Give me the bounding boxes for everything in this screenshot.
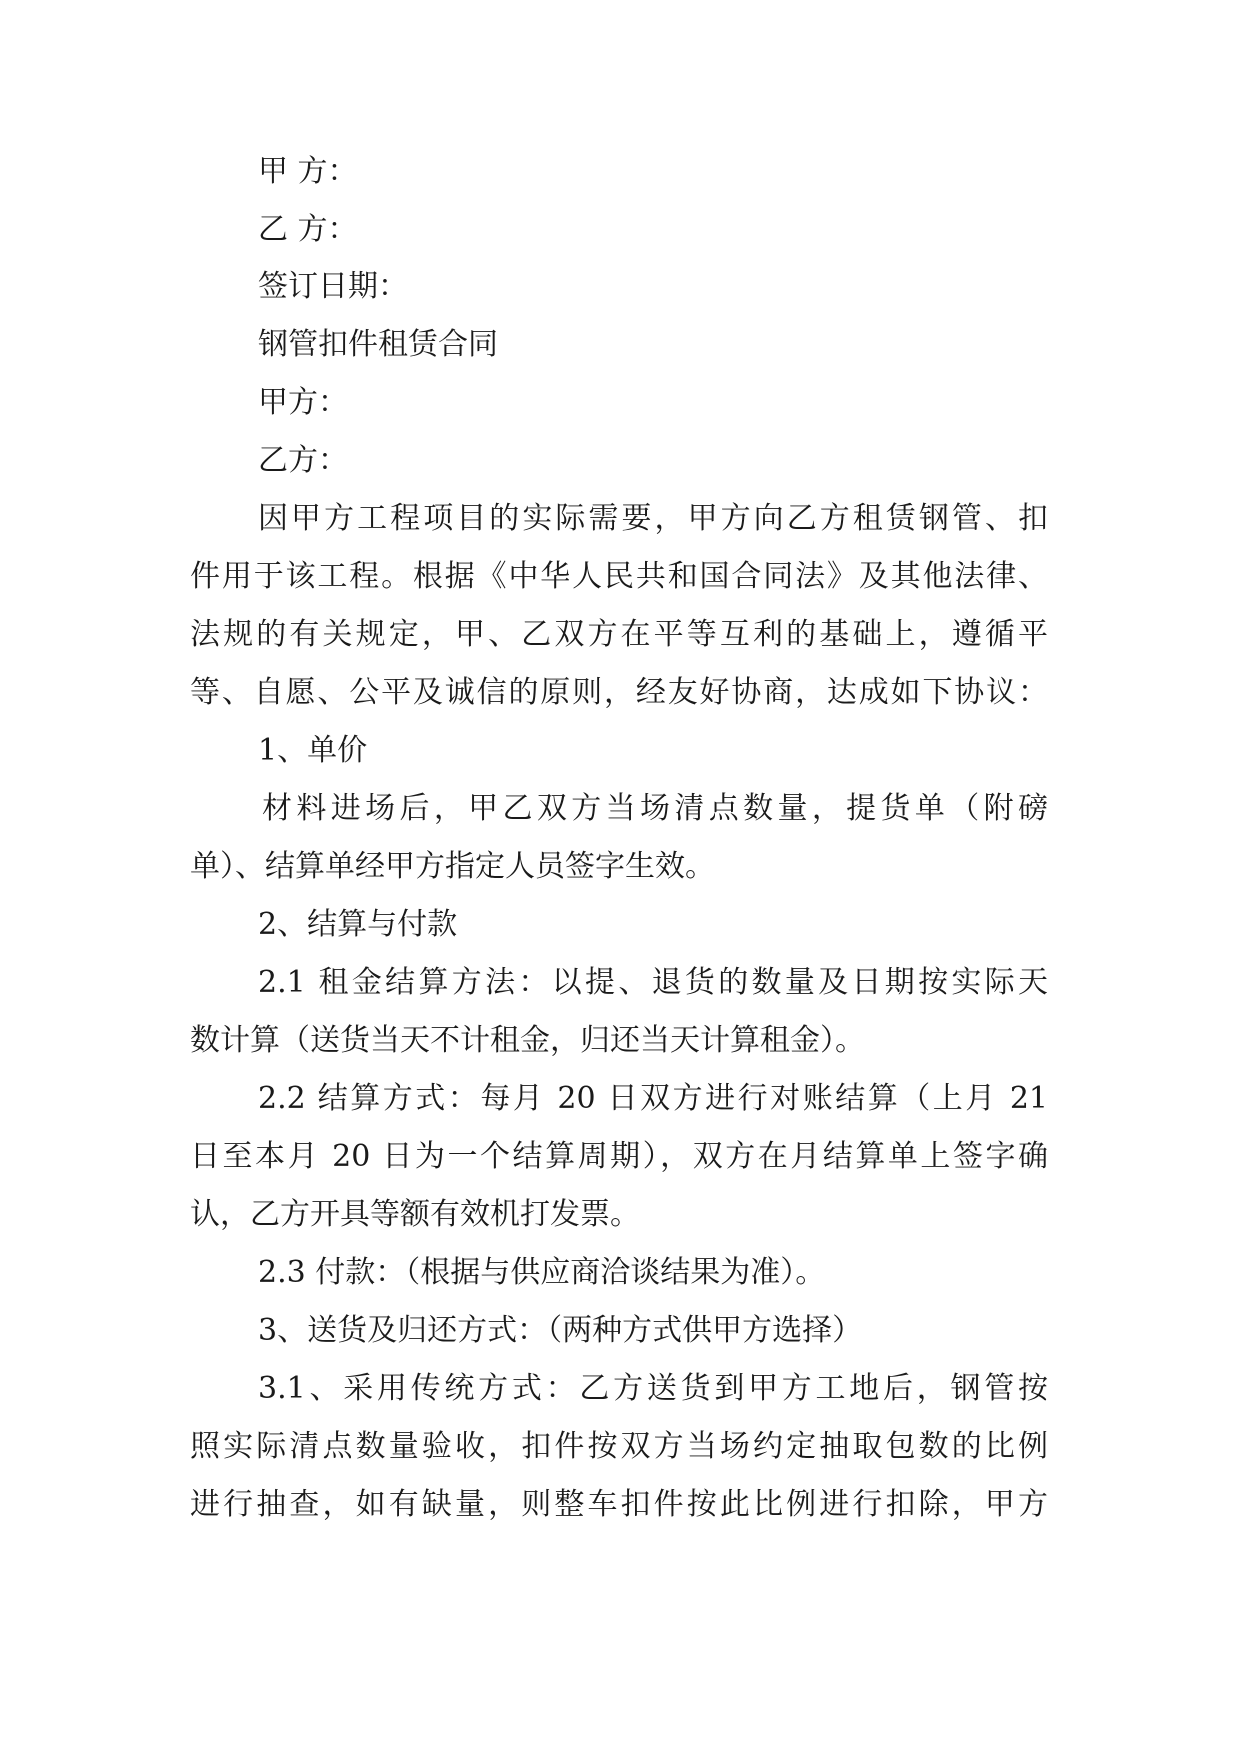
- section-1-line: 材料进场后，甲乙双方当场清点数量，提货单（附磅: [262, 791, 1048, 826]
- clause-3-1-line: 3.1、采用传统方式：乙方送货到甲方工地后，钢管按: [258, 1371, 1048, 1406]
- party-a-label: 甲方：: [258, 385, 348, 420]
- clause-2-1-line: 2.1 租金结算方法：以提、退货的数量及日期按实际天: [258, 965, 1048, 1000]
- cover-party-b: 乙 方：: [258, 212, 358, 247]
- preamble-line: 等、自愿、公平及诚信的原则，经友好协商，达成如下协议：: [190, 675, 1048, 710]
- section-3-heading: 3、送货及归还方式：（两种方式供甲方选择）: [258, 1313, 863, 1348]
- preamble-line: 法规的有关规定，甲、乙双方在平等互利的基础上，遵循平: [190, 617, 1048, 652]
- preamble-line: 因甲方工程项目的实际需要，甲方向乙方租赁钢管、扣: [258, 501, 1048, 536]
- section-1-line: 单）、结算单经甲方指定人员签字生效。: [190, 849, 715, 884]
- section-2-heading: 2、结算与付款: [258, 907, 458, 942]
- party-b-label: 乙方：: [258, 443, 348, 478]
- clause-2-3: 2.3 付款：（根据与供应商洽谈结果为准）。: [258, 1255, 826, 1290]
- clause-3-1-line: 进行抽查，如有缺量，则整车扣件按此比例进行扣除，甲方: [190, 1487, 1048, 1522]
- section-1-heading: 1、单价: [258, 733, 368, 768]
- contract-title: 钢管扣件租赁合同: [258, 327, 498, 362]
- clause-2-1-line: 数计算（送货当天不计租金，归还当天计算租金）。: [190, 1023, 865, 1058]
- clause-2-2-line: 认，乙方开具等额有效机打发票。: [190, 1197, 640, 1232]
- clause-2-2-line: 2.2 结算方式：每月 20 日双方进行对账结算（上月 21: [258, 1081, 1048, 1116]
- cover-sign-date: 签订日期：: [258, 269, 408, 304]
- clause-2-2-line: 日至本月 20 日为一个结算周期），双方在月结算单上签字确: [190, 1139, 1048, 1174]
- clause-3-1-line: 照实际清点数量验收，扣件按双方当场约定抽取包数的比例: [190, 1429, 1048, 1464]
- cover-party-a: 甲 方：: [258, 154, 358, 189]
- preamble-line: 件用于该工程。根据《中华人民共和国合同法》及其他法律、: [190, 559, 1048, 594]
